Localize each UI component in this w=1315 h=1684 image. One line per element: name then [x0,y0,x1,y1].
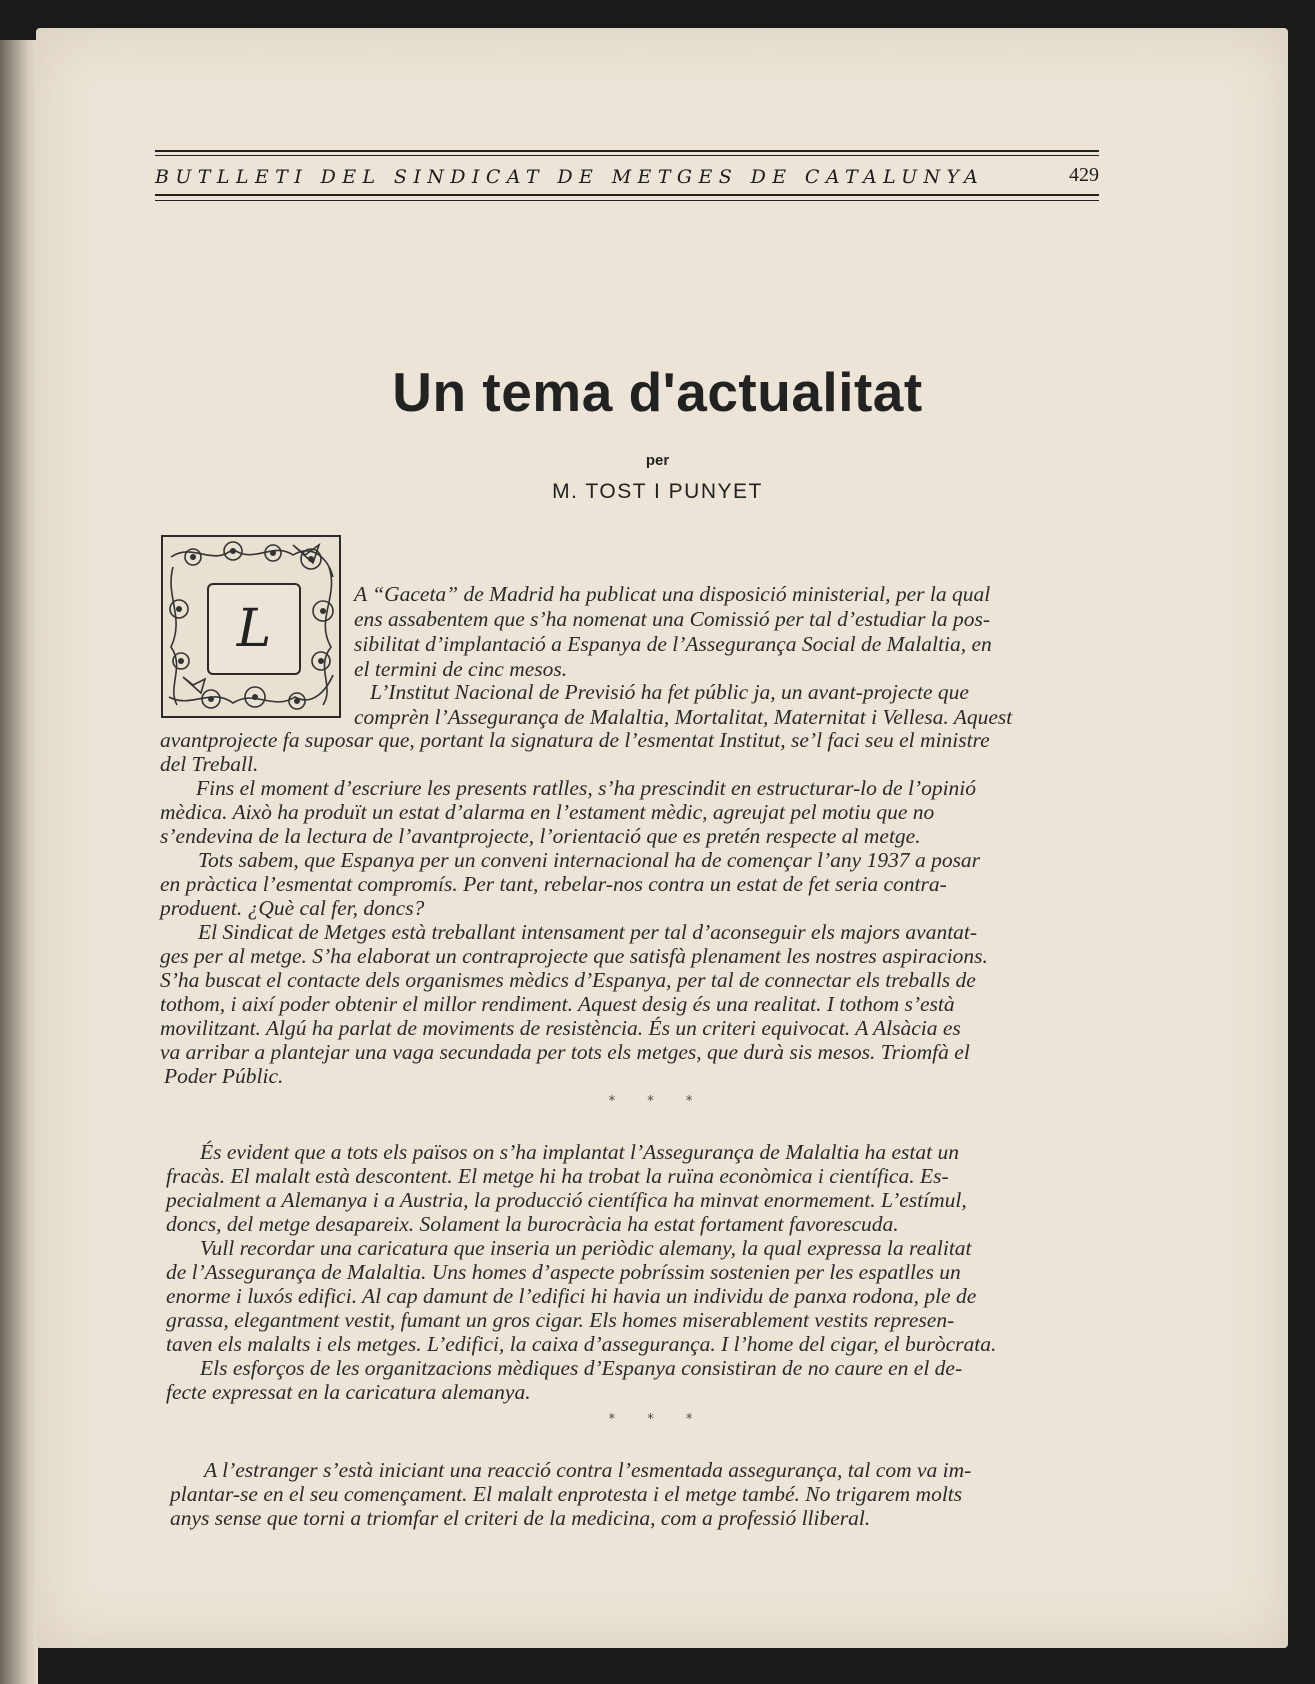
body-line: en pràctica l’esmentat compromís. Per tant, rebelar-nos contra un estat de fet seria contra- [160,872,947,896]
body-line: grassa, elegantment vestit, fumant un gros cigar. Els homes miserablement vestits represen- [166,1308,955,1332]
initial-letter: L [207,583,301,675]
body-line: A “Gaceta” de Madrid ha publicat una disposició ministerial, per la qual [354,582,991,606]
body-line: va arribar a plantejar una vaga secundada per tots els metges, que durà sis mesos. Triomfà el [160,1040,970,1064]
decorated-initial [161,535,341,718]
body-line: del Treball. [160,752,259,776]
body-line: movilitzant. Algú ha parlat de moviments de resistència. És un criteri equivocat. A Alsàcia es [160,1016,961,1040]
body-line: el termini de cinc mesos. [354,657,568,681]
body-line: de l’Assegurança de Malaltia. Uns homes d’aspecte pobríssim sostenien per les espatlles un [166,1260,961,1284]
body-line: Poder Públic. [164,1064,284,1088]
body-line: plantar-se en el seu començament. El malalt enprotesta i el metge també. No trigarem molts [170,1482,963,1506]
body-line: ges per al metge. S’ha elaborat un contraprojecte que satisfà plenament les nostres aspiracions. [160,944,988,968]
body-line: S’ha buscat el contacte dels organismes mèdics d’Espanya, per tal de connectar els treballs de [160,968,976,992]
header-top-rule [155,150,1099,152]
journal-name: BUTLLETI DEL SINDICAT DE METGES DE CATALUNYA [155,166,985,188]
running-header [155,150,1099,202]
body-line: fecte expressat en la caricatura alemanya. [166,1380,531,1404]
body-line: Tots sabem, que Espanya per un conveni internacional ha de començar l’any 1937 a posar [198,848,981,872]
body-line: El Sindicat de Metges està treballant intensament per tal d’aconseguir els majors avantat- [198,920,978,944]
section-separator: * * * [608,1094,707,1109]
header-bottom-rule-thin [155,200,1099,201]
body-line: sibilitat d’implantació a Espanya de l’Assegurança Social de Malaltia, en [354,632,992,656]
body-line: enorme i luxós edifici. Al cap damunt de l’edifici hi havia un individu de panxa rodona, ple de [166,1284,977,1308]
body-line: Fins el moment d’escriure les presents ratlles, s’ha prescindit en estructurar-lo de l’opinió [196,776,977,800]
body-line: fracàs. El malalt està descontent. El metge hi ha trobat la ruïna econòmica i científica. Es- [166,1164,949,1188]
binding-gutter [0,40,38,1684]
header-top-rule-thin [155,155,1099,156]
body-line: Vull recordar una caricatura que inseria un periòdic alemany, la qual expressa la realitat [200,1236,972,1260]
body-line: produent. ¿Què cal fer, doncs? [160,896,425,920]
body-line: A l’estranger s’està iniciant una reacció contra l’esmentada assegurança, tal com va im- [204,1458,972,1482]
body-line: L’Institut Nacional de Previsió ha fet públic ja, un avant-projecte que [370,680,969,704]
section-separator: * * * [608,1412,707,1427]
body-line: comprèn l’Assegurança de Malaltia, Mortalitat, Maternitat i Vellesa. Aquest [354,705,1013,729]
body-line: És evident que a tots els països on s’ha implantat l’Assegurança de Malaltia ha estat un [200,1140,959,1164]
article-title: Un tema d'actualitat [392,361,923,423]
body-line: mèdica. Això ha produït un estat d’alarma en l’estament mèdic, agreujat pel motiu que no [160,800,935,824]
body-line: Els esforços de les organitzacions mèdiques d’Espanya consistiran de no caure en el de- [200,1356,963,1380]
body-line: taven els malalts i els metges. L’edifici, la caixa d’assegurança. I l’home del cigar, el buròcrata. [166,1332,997,1356]
body-line: anys sense que torni a triomfar el criteri de la medicina, com a professió lliberal. [170,1506,871,1530]
body-line: pecialment a Alemanya i a Austria, la producció científica ha minvat enormement. L’estímul, [166,1188,967,1212]
body-line: ens assabentem que s’ha nomenat una Comissió per tal d’estudiar la pos- [354,607,991,631]
page-number: 429 [1069,164,1099,186]
body-line: avantprojecte fa suposar que, portant la signatura de l’esmentat Institut, se’l faci seu el ministre [160,728,990,752]
byline-per: per [645,452,670,469]
body-line: tothom, i així poder obtenir el millor rendiment. Aquest desig és una realitat. I tothom s’està [160,992,955,1016]
body-line: s’endevina de la lectura de l’avantprojecte, l’orientació que es pretén respecte al metge. [160,824,921,848]
body-line: doncs, del metge desapareix. Solament la burocràcia ha estat fortament favorescuda. [166,1212,899,1236]
article-author: M. TOST I PUNYET [552,480,763,503]
header-bottom-rule [155,194,1099,196]
